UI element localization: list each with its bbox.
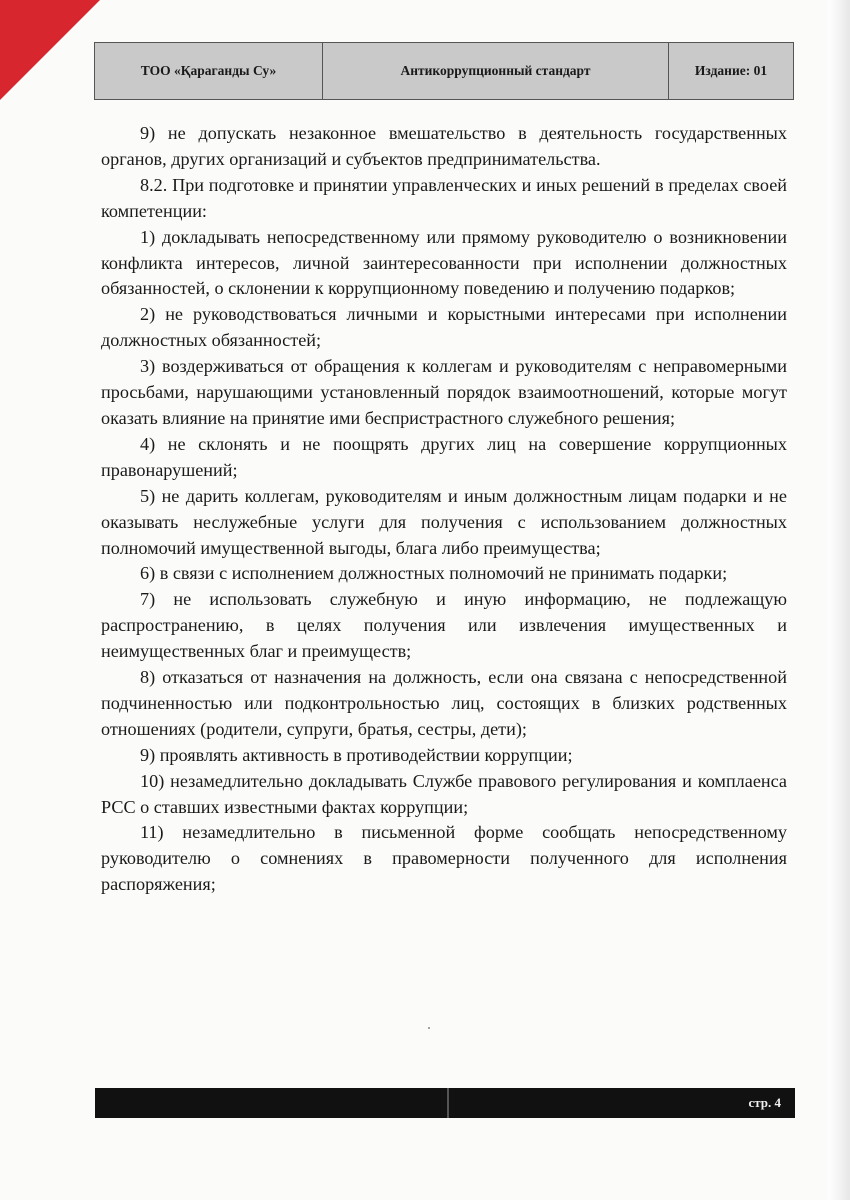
paragraph-item-7: 7) не использовать служебную и иную информацию, не подлежащую распространению, в целях получения или извлечения имущественных и неимущественных благ и преимуществ; xyxy=(101,589,787,662)
paragraph-item-4: 4) не склонять и не поощрять других лиц на совершение коррупционных правонарушений; xyxy=(101,433,787,480)
scan-speck xyxy=(428,1027,430,1029)
page-edge-shadow xyxy=(828,0,850,1200)
corner-accent-mark xyxy=(0,0,100,100)
paragraph-item-3: 3) воздерживаться от обращения к коллегам и руководителям с неправомерными просьбами, нарушающими установленный порядок взаимоотношений, которые могут оказать влияние на принятие ими беспристрастного служебного решения; xyxy=(101,356,787,428)
header-company: ТОО «Қараганды Су» xyxy=(95,43,323,99)
header-title: Антикоррупционный стандарт xyxy=(323,43,669,99)
header-edition: Издание: 01 xyxy=(694,63,768,78)
paragraph-item-1: 1) докладывать непосредственному или прямому руководителю о возникновении конфликта интересов, личной заинтересованности при исполнении должностных обязанностей, о склонении к коррупционному поведению и получению подарков; xyxy=(101,226,787,299)
paragraph-item-10: 10) незамедлительно докладывать Службе правового регулирования и комплаенса РСС о ставших известными фактах коррупции; xyxy=(101,770,787,817)
paragraph-item-8: 8) отказаться от назначения на должность, если она связана с непосредственной подчиненностью или подконтрольностью лиц, состоящих в близких родственных отношениях (родители, супруги, братья, сестры, дети); xyxy=(101,667,787,739)
footer-divider xyxy=(447,1088,449,1118)
paragraph-section-8-2: 8.2. При подготовке и принятии управленческих и иных решений в пределах своей компетенции: xyxy=(101,174,787,221)
page-number: стр. 4 xyxy=(748,1095,781,1110)
paragraph-item-11: 11) незамедлительно в письменной форме сообщать непосредственному руководителю о сомнениях в правомерности полученного для исполнения распоряжения; xyxy=(101,822,787,895)
paragraph-item-5: 5) не дарить коллегам, руководителям и иным должностным лицам подарки и не оказывать неслужебные услуги для получения с использованием должностных полномочий имущественной выгоды, блага либо преимущества; xyxy=(101,485,787,558)
document-header xyxy=(94,42,794,100)
paragraph-item-2: 2) не руководствоваться личными и корыстными интересами при исполнении должностных обязанностей; xyxy=(101,304,787,351)
paragraph-item-6: 6) в связи с исполнением должностных полномочий не принимать подарки; xyxy=(140,563,728,584)
document-body xyxy=(101,121,787,898)
paragraph-item-9: 9) проявлять активность в противодействии коррупции; xyxy=(140,744,573,765)
document-footer xyxy=(95,1088,795,1118)
paragraph-item-9-prev: 9) не допускать незаконное вмешательство в деятельность государственных органов, других организаций и субъектов предпринимательства. xyxy=(101,123,787,169)
